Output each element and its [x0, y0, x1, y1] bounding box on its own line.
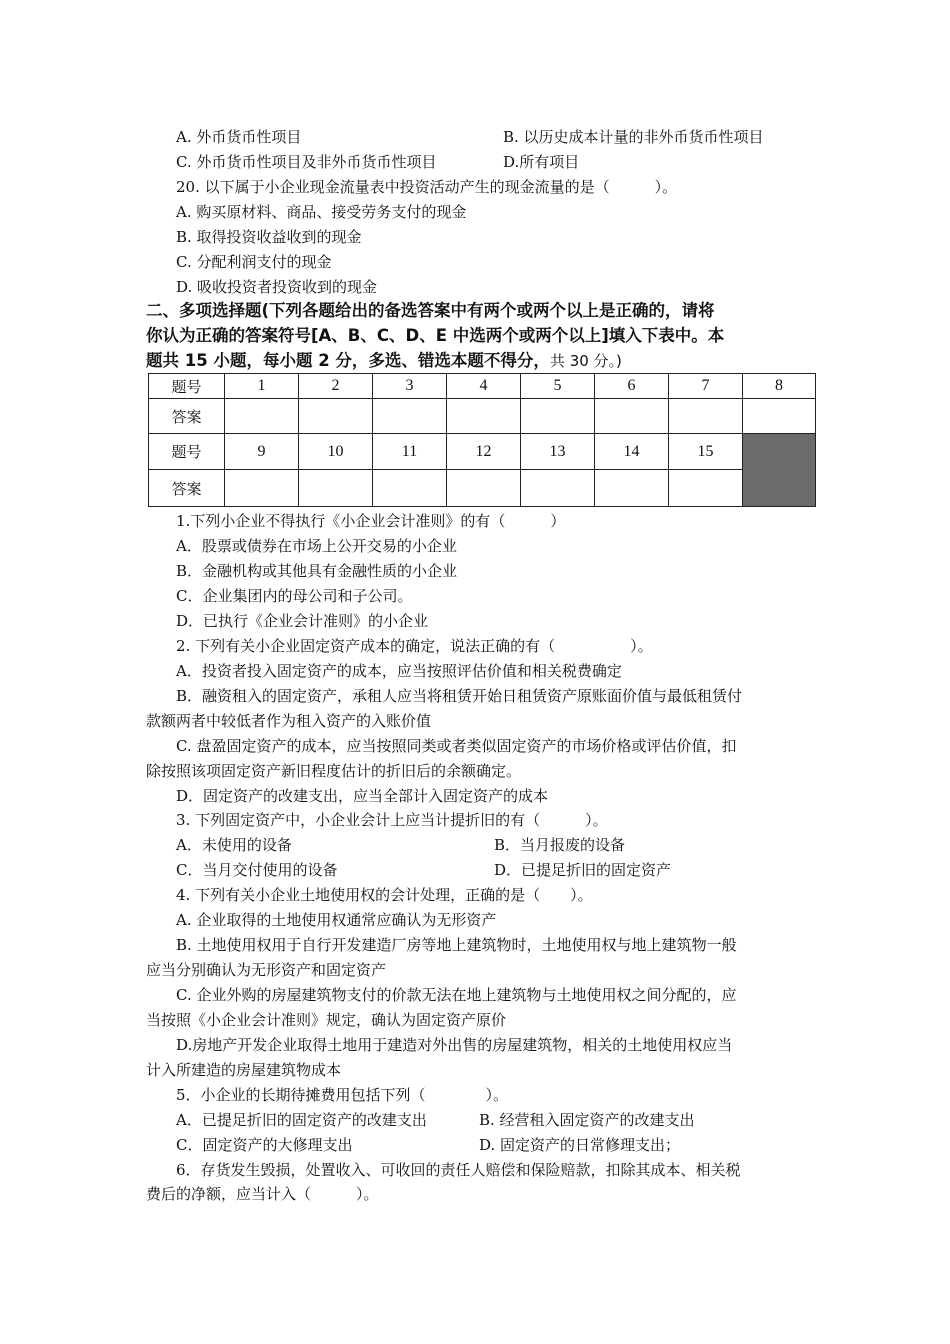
question-number-cell: 8 — [743, 374, 816, 399]
q5-option-c: C．固定资产的大修理支出 — [176, 1136, 353, 1154]
answer-cell[interactable] — [225, 399, 299, 434]
q3-option-c: C．当月交付使用的设备 — [176, 861, 338, 879]
question-number-cell: 2 — [299, 374, 373, 399]
answer-cell[interactable] — [595, 399, 669, 434]
q19-option-a: A. 外币货币性项目 — [176, 128, 302, 146]
q4-option-b-line1: B. 土地使用权用于自行开发建造厂房等地上建筑物时，土地使用权与地上建筑物一般 — [176, 936, 737, 954]
answer-cell[interactable] — [669, 399, 743, 434]
q4-option-b-line2: 应当分别确认为无形资产和固定资产 — [146, 961, 387, 979]
answer-cell[interactable] — [743, 399, 816, 434]
q3-option-d: D．已提足折旧的固定资产 — [494, 861, 672, 879]
question-number-label: 题号 — [149, 434, 225, 470]
answer-table — [148, 373, 816, 507]
q4-option-c-line1: C. 企业外购的房屋建筑物支付的价款无法在地上建筑物与土地使用权之间分配的，应 — [176, 986, 737, 1004]
question-number-cell: 12 — [447, 434, 521, 470]
q4-option-c-line2: 当按照《小企业会计准则》规定，确认为固定资产原价 — [146, 1011, 507, 1029]
answer-cell[interactable] — [669, 470, 743, 507]
q2-option-c-line2: 除按照该项固定资产新旧程度估计的折旧后的余额确定。 — [146, 762, 522, 780]
q3-option-a: A．未使用的设备 — [176, 836, 292, 854]
q2-option-a: A．投资者投入固定资产的成本，应当按照评估价值和相关税费确定 — [176, 662, 622, 680]
q19-option-c: C. 外币货币性项目及非外币货币性项目 — [176, 153, 437, 171]
q1-option-c: C．企业集团内的母公司和子公司。 — [176, 587, 413, 605]
answer-cell[interactable] — [447, 470, 521, 507]
q3-stem: 3. 下列固定资产中，小企业会计上应当计提折旧的有（ ）。 — [176, 811, 608, 829]
q4-option-a: A. 企业取得的土地使用权通常应确认为无形资产 — [176, 911, 497, 929]
q20-option-d: D. 吸收投资者投资收到的现金 — [176, 278, 378, 296]
q20-stem: 20. 以下属于小企业现金流量表中投资活动产生的现金流量的是（ ）。 — [176, 178, 678, 196]
q4-option-d-line1: D.房地产开发企业取得土地用于建造对外出售的房屋建筑物，相关的土地使用权应当 — [176, 1036, 733, 1054]
question-number-cell: 5 — [521, 374, 595, 399]
q5-stem: 5．小企业的长期待摊费用包括下列（ ）。 — [176, 1086, 509, 1104]
q5-option-a: A．已提足折旧的固定资产的改建支出 — [176, 1111, 427, 1129]
q4-stem: 4. 下列有关小企业土地使用权的会计处理，正确的是（ ）。 — [176, 886, 593, 904]
question-number-cell: 9 — [225, 434, 299, 470]
q1-option-a: A．股票或债券在市场上公开交易的小企业 — [176, 537, 457, 555]
answer-label: 答案 — [149, 399, 225, 434]
q2-option-b-line1: B．融资租入的固定资产，承租人应当将租赁开始日租赁资产原账面价值与最低租赁付 — [176, 687, 743, 705]
q2-option-b-line2: 款额两者中较低者作为租入资产的入账价值 — [146, 712, 432, 730]
question-number-cell: 4 — [447, 374, 521, 399]
shaded-unused-cell — [743, 434, 816, 507]
table-row-question-numbers-1 — [149, 374, 816, 399]
q1-option-b: B．金融机构或其他具有金融性质的小企业 — [176, 562, 458, 580]
section2-heading-line3: 题共 15 小题，每小题 2 分，多选、错选本题不得分，共 30 分。) — [146, 351, 622, 370]
answer-cell[interactable] — [373, 399, 447, 434]
q5-option-b: B. 经营租入固定资产的改建支出 — [479, 1111, 695, 1129]
table-row-answers-2 — [149, 470, 816, 507]
question-number-cell: 6 — [595, 374, 669, 399]
answer-cell[interactable] — [521, 399, 595, 434]
question-number-cell: 7 — [669, 374, 743, 399]
table-row-question-numbers-2 — [149, 434, 816, 470]
answer-cell[interactable] — [299, 399, 373, 434]
question-number-cell: 10 — [299, 434, 373, 470]
question-number-cell: 14 — [595, 434, 669, 470]
answer-cell[interactable] — [299, 470, 373, 507]
q4-option-d-line2: 计入所建造的房屋建筑物成本 — [146, 1061, 342, 1079]
q20-option-b: B. 取得投资收益收到的现金 — [176, 228, 362, 246]
q20-option-a: A. 购买原材料、商品、接受劳务支付的现金 — [176, 203, 467, 221]
answer-cell[interactable] — [521, 470, 595, 507]
q2-option-c-line1: C. 盘盈固定资产的成本，应当按照同类或者类似固定资产的市场价格或评估价值，扣 — [176, 737, 737, 755]
q19-option-d: D.所有项目 — [503, 153, 580, 171]
answer-cell[interactable] — [447, 399, 521, 434]
q6-stem-line2: 费后的净额，应当计入（ ）。 — [146, 1185, 379, 1203]
q19-option-b: B. 以历史成本计量的非外币货币性项目 — [503, 128, 764, 146]
answer-label: 答案 — [149, 470, 225, 507]
question-number-cell: 15 — [669, 434, 743, 470]
q20-option-c: C. 分配利润支付的现金 — [176, 253, 332, 271]
question-number-cell: 3 — [373, 374, 447, 399]
q1-option-d: D．已执行《企业会计准则》的小企业 — [176, 612, 429, 630]
table-row-answers-1 — [149, 399, 816, 434]
q2-option-d: D．固定资产的改建支出，应当全部计入固定资产的成本 — [176, 787, 549, 805]
answer-cell[interactable] — [595, 470, 669, 507]
answer-cell[interactable] — [373, 470, 447, 507]
section2-heading-line2: 你认为正确的答案符号[A、B、C、D、E 中选两个或两个以上]填入下表中。本 — [146, 326, 725, 345]
q1-stem: 1.下列小企业不得执行《小企业会计准则》的有（ ） — [176, 512, 566, 530]
question-number-cell: 13 — [521, 434, 595, 470]
section2-heading-line1: 二、多项选择题(下列各题给出的备选答案中有两个或两个以上是正确的，请将 — [146, 301, 715, 320]
q5-option-d: D. 固定资产的日常修理支出； — [479, 1136, 681, 1154]
answer-cell[interactable] — [225, 470, 299, 507]
question-number-cell: 1 — [225, 374, 299, 399]
question-number-label: 题号 — [149, 374, 225, 399]
q6-stem-line1: 6．存货发生毁损，处置收入、可收回的责任人赔偿和保险赔款，扣除其成本、相关税 — [176, 1161, 741, 1179]
question-number-cell: 11 — [373, 434, 447, 470]
q2-stem: 2. 下列有关小企业固定资产成本的确定，说法正确的有（ ）。 — [176, 637, 653, 655]
q3-option-b: B．当月报废的设备 — [494, 836, 626, 854]
